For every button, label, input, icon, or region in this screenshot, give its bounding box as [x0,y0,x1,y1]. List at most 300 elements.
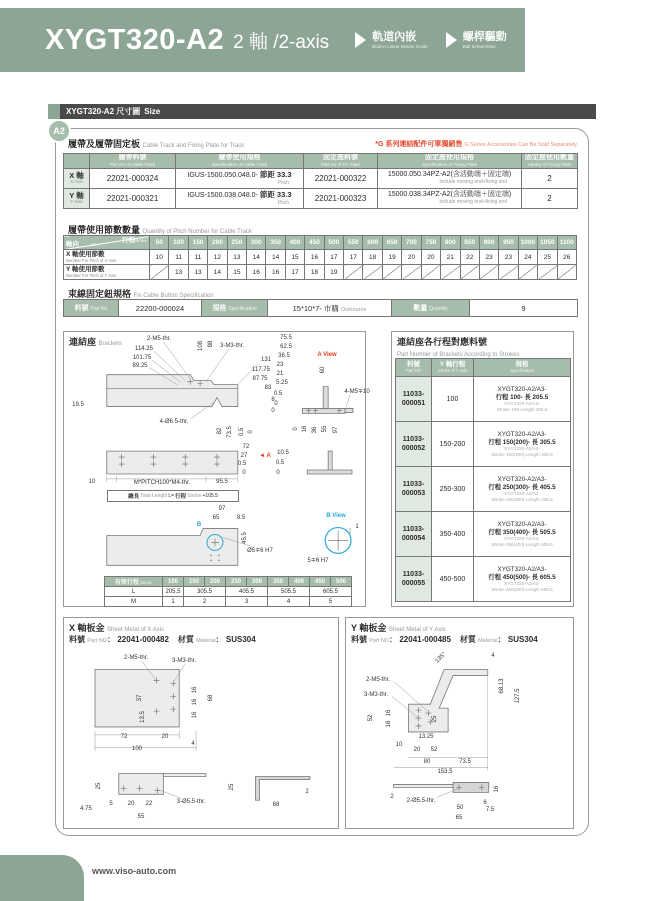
badge-en: Built-in Linear Motion Guide [372,43,428,49]
main-panel [55,128,589,836]
stroke-header-cell: 200 [205,577,226,587]
dim-label: 55 [137,814,145,820]
corner-axis-en: Axis [90,242,99,248]
pitch-stroke-header: 650 [382,236,401,250]
stroke-header-row [105,577,352,587]
stroke-header-cell: 100 [163,577,184,587]
dim-label: 101.75 [132,355,152,361]
parts-part-no [396,512,432,557]
axis-cell: X 軸 X Axis [64,168,90,188]
header-zh: 規格 [515,361,529,369]
dim-label: 16 [192,686,198,694]
pitch-stroke-header: 750 [421,236,440,250]
note-en: G Series Accessories Can Be Sold Separately. [464,142,578,148]
pitch-value-cell: 10 [150,250,169,265]
pitch-value-cell: 17 [344,250,363,265]
header-banner [0,8,525,72]
spec-en1: XYGT320-A2/A3- [504,401,540,407]
axis-cell: Y 軸 Y Axis [64,188,90,208]
dim-label: 0 [276,470,280,476]
pitch-stroke-header: 300 [247,236,266,250]
cable-track-section-title [68,137,244,150]
dim-label: 97 [218,506,226,512]
stroke-table [104,576,352,607]
dim-label: 37 [137,694,143,702]
dim-label: 4 [191,741,195,747]
col-header: 固定座使用規格 Specification of Fixing Plate [378,154,522,169]
dim-label: 20 [127,801,135,807]
dim-label: 36 [312,426,318,434]
dim-label: 20 [413,747,421,753]
dim-label: 10 [395,742,403,748]
pitch-value-cell: 16 [247,265,266,280]
stroke-value-cell: 605.5 [310,587,352,597]
dim-label: 153.5 [437,769,453,775]
dim-label: 20 [161,734,169,740]
parts-part-no [396,377,432,422]
spec-value: 15*10*7- 市購 Outsource [268,300,392,317]
pitch-stroke-header: 500 [324,236,343,250]
row-label-zh: Y 軸使用節數 [66,265,105,273]
pitch-value-cell [382,265,401,280]
pitch-value-cell: 15 [227,265,246,280]
sheet-metal-y-section [345,617,574,829]
title-en: Quantity of Pitch Number for Cable Track [142,229,252,235]
pitch-stroke-header: 200 [208,236,227,250]
row-label-en: Number For Pitch of Y Axis [66,272,117,278]
dim-label: 4-Ø6.5-thr. [159,419,189,425]
dim-label: 8 [271,397,275,403]
title-zh: 履帶及履帶固定板 [68,139,141,149]
dim-label: 5.25 [276,380,288,386]
dim-label: 16 [386,720,392,728]
part-line2: 000054 [401,535,426,542]
pitch-value-cell: 18 [305,265,324,280]
stroke-header-cell: 500 [331,577,352,587]
stroke-value-cell: 405.5 [226,587,268,597]
footer-accent-shape [0,855,84,901]
parts-stroke: 250-300 [432,467,474,512]
pitch-value-cell: 21 [441,250,460,265]
pitch-value-cell [421,265,440,280]
pitch-stroke-header: 550 [344,236,363,250]
dim-label: A View [317,352,337,358]
spec-zh2: 行程 350(400)- 長 505.5 [488,528,556,536]
pitch-row-label [64,265,150,280]
dim-label: 2-Ø5.5-thr. [406,798,436,804]
pitch-value-cell: 14 [247,250,266,265]
spec-en1: XYGT320-A2/A3- [504,536,540,542]
fix-part-no-cell: 22021-000323 [304,188,378,208]
pitch-value-cell: 23 [499,250,518,265]
sheet-x-title: X 軸板金 Sheet Metal of X Axis [69,623,165,633]
spec-zh1: XYGT320-A2/A3- [497,520,547,528]
dim-label: 50 [456,805,464,811]
pitch-row [64,250,577,265]
pitch-stroke-header: 250 [227,236,246,250]
part-no-label-cell: 料號 Part No [64,300,119,317]
dim-label: 3-Ø5.5-thr. [176,799,206,805]
dim-label: 2 [305,789,309,795]
spec-en1: XYGT320-A2/A3- [504,491,540,497]
dim-label: 0 [274,401,278,407]
spec-zh1: XYGT320-A2/A3- [497,430,547,438]
spec-cell: IGUS-1500.038.048.0- 節距 33.3 Pitch [176,188,304,208]
qty-label-cell: 數量 Quantity [392,300,470,317]
stroke-header-en: Stroke [138,580,153,585]
pitch-value-cell [460,265,479,280]
spec-zh2: 行程 250(300)- 長 405.5 [488,483,556,491]
parts-stroke: 450-500 [432,557,474,602]
section-bar-accent [48,104,60,119]
pitch-value-cell: 15 [285,250,304,265]
dim-label: 127.5 [515,688,521,704]
pitch-value-cell [344,265,363,280]
dim-label: 1 [355,524,359,530]
col-header: 履帶使用規格 Specification of Cable Track [176,154,304,169]
part-line1: 11033- [402,570,425,578]
pitch-stroke-header: 400 [285,236,304,250]
dim-label: 89.25 [132,363,148,369]
dim-label: 10 [88,479,96,485]
spec-zh2: 行程 100- 長 205.5 [495,393,549,401]
pitch-stroke-header: 850 [460,236,479,250]
pitch-value-cell: 16 [266,265,285,280]
spec-en2: Stroke 150(200)-Length 305.5 [491,451,553,457]
badge-ball-screw [446,31,507,49]
pitch-stroke-header: 350 [266,236,285,250]
stroke-value-cell: 3 [226,597,268,607]
pitch-value-cell: 22 [460,250,479,265]
dim-label: B View [326,513,346,519]
spec-cell: IGUS-1500.050.048.0- 節距 33.3 Pitch [176,168,304,188]
dim-label: 82 [217,427,223,435]
badge-zh: 螺桿驅動 [462,31,507,44]
dim-label: 0.5 [275,460,285,466]
dim-label: 6 [483,800,487,806]
spec-en2: Stroke 450(500)-Length 605.5 [491,586,553,592]
col-header: 固定座使用數量 Uantity of Fixing Plate [522,154,578,169]
bracket-parts-table [395,358,571,602]
stroke-value-cell: 2 [184,597,226,607]
spec-en2: Stroke 100-Length 205.5 [496,406,548,412]
parts-header-cell [396,359,432,377]
dim-label: 16 [386,709,392,717]
title-zh: 履帶使用節數數量 [68,225,141,235]
part-no-value: 22200-000024 [119,300,202,317]
pitch-value-cell: 13 [169,265,188,280]
table-row [64,168,578,188]
part-no-cell: 22021-000321 [90,188,176,208]
header-en: Stroke of Y axis [437,368,468,374]
pitch-value-cell: 19 [382,250,401,265]
pitch-stroke-header: 1100 [557,236,576,250]
parts-row [396,377,571,422]
dim-label: 10.5 [277,450,289,456]
dim-label: 75.5 [280,335,292,341]
stroke-header-cell: 250 [226,577,247,587]
stroke-value-cell: 305.5 [184,587,226,597]
dim-label: 3-M3-thr. [363,692,389,698]
stroke-row [105,587,352,597]
parts-spec [474,377,571,422]
dim-label: 3-M3-thr. [171,658,197,664]
brackets-section [63,331,370,607]
brackets-title: 連結座 Brackets [69,337,122,347]
dim-label: 13.25 [418,734,434,740]
pitch-value-cell [518,265,537,280]
dim-label: 65 [455,815,463,821]
pitch-header-row [64,236,577,250]
part-line2: 000052 [401,445,426,452]
bracket-dim-labels [64,332,370,606]
feature-badges [355,31,507,49]
pitch-value-cell: 26 [557,250,576,265]
pitch-corner-cell [64,236,150,250]
dim-label: 95.5 [216,479,228,485]
pitch-stroke-header: 150 [188,236,207,250]
parts-row [396,422,571,467]
dim-label: 4-M5∓10 [344,389,370,395]
pitch-stroke-header: 950 [499,236,518,250]
pitch-stroke-header: 1000 [518,236,537,250]
table-row [64,188,578,208]
dim-label: 3-M3-thr. [219,343,245,349]
part-no-cell: 22021-000324 [90,168,176,188]
parts-stroke: 350-400 [432,512,474,557]
part-line1: 11033- [402,435,425,443]
dim-label: 5 [109,801,113,807]
dim-label: 73.5 [459,759,471,765]
part-line2: 000053 [401,490,426,497]
pitch-value-cell [441,265,460,280]
sheet-y-part-line: 料號 Part NO： 22041-000485 材質 Material： SUS304 [351,635,538,644]
sheet-y-dim-labels [346,618,573,828]
parts-spec [474,557,571,602]
dim-label: 52 [430,747,438,753]
sheet-metal-x-section [63,617,339,829]
dim-label: 135° [434,651,448,665]
arrow-right-icon [446,32,457,48]
parts-spec [474,467,571,512]
stroke-header-label: 有效行程 Stroke [105,577,163,587]
pitch-stroke-header: 50 [150,236,169,250]
dim-label: B [196,522,202,528]
pitch-value-cell [150,265,169,280]
stroke-row [105,597,352,607]
pitch-value-cell [557,265,576,280]
pitch-row [64,265,577,280]
pitch-stroke-header: 1050 [538,236,557,250]
header-en: Part NO [405,368,422,374]
header-zh: Y 軸行程 [439,361,466,369]
fix-spec-cell: 15000.038.34PZ-A2(含活動端＋固定端) Include moving end+fixing end [378,188,522,208]
dim-label: 16 [494,785,500,793]
total-length-bar: 總長 Total Length L= 行程 Stroke +105.5 [107,490,239,502]
dim-label: 62.5 [280,344,292,350]
dim-label: 131 [260,357,272,363]
dim-label: 100 [131,746,143,752]
pitch-stroke-header: 800 [441,236,460,250]
title-zh: 束線固定鈕規格 [68,289,132,299]
stroke-header-cell: 350 [268,577,289,587]
pitch-value-cell: 19 [324,265,343,280]
stroke-header-cell: 300 [247,577,268,587]
title-en: Cable Track and Fixing Plate for Track [142,143,245,149]
header-en: Specification [510,368,534,374]
dim-label: 80 [423,759,431,765]
pitch-stroke-header: 900 [479,236,498,250]
dim-label: 0 [248,430,254,434]
dim-label: 7.5 [485,807,495,813]
corner-stroke-en: Stroke [133,238,147,243]
pitch-value-cell: 14 [266,250,285,265]
section-title-en: Size [144,107,161,116]
parts-header-row [396,359,571,377]
dim-label: 19.5 [72,402,84,408]
dim-label: 2-M5-thr. [146,336,172,342]
pitch-value-cell: 18 [363,250,382,265]
spec-label-cell: 規格 Specification [202,300,268,317]
note-zh: *G 系列連結配件可單獨銷售 [375,141,463,148]
dim-label: 27 [240,453,248,459]
dim-label: 22 [145,801,153,807]
pitch-stroke-header: 700 [402,236,421,250]
fix-spec-cell: 15000.050.34PZ-A2(含活動端＋固定端) Include moving end+fixing end [378,168,522,188]
dim-label: 72 [242,444,250,450]
header-zh: 料號 [407,361,420,369]
parts-spec [474,422,571,467]
pitch-value-cell: 11 [188,250,207,265]
dim-label: 2 [390,794,394,800]
dim-label: 25 [96,782,102,790]
product-model: XYGT320-A2 [45,23,225,56]
dim-label: 0.5 [237,461,247,467]
spec-en2: Stroke 250(300)-Length 405.5 [491,496,553,502]
dim-label: 2-M5-thr. [123,655,149,661]
pitch-value-cell: 13 [227,250,246,265]
sheet-x-part-line: 料號 Part NO： 22041-000482 材質 Material： SUS304 [69,635,256,644]
badge-linear-guide [355,31,428,49]
stroke-header-cell: 400 [289,577,310,587]
sheet-x-dim-labels [64,618,338,828]
stroke-value-cell: 505.5 [268,587,310,597]
parts-spec [474,512,571,557]
pitch-stroke-header: 100 [169,236,188,250]
dim-label: 108 [198,340,204,352]
dim-label: 60 [320,366,326,374]
qty-value: 9 [470,300,578,317]
spec-zh1: XYGT320-A2/A3- [497,475,547,483]
dim-label: 68 [272,802,280,808]
stroke-value-cell: 5 [310,597,352,607]
pitch-value-cell: 16 [305,250,324,265]
badge-en: Ball Screw Drive [462,43,496,49]
dim-label: 25 [432,715,438,723]
col-header: 固定座料號 Part No of Fix Plate [304,154,378,169]
badge-zh: 軌道內嵌 [372,31,417,44]
stroke-value-cell: 1 [163,597,184,607]
dim-label: M*PITCH100*M4-thr. [133,480,191,486]
pitch-value-cell [499,265,518,280]
parts-header-cell [432,359,474,377]
part-line2: 000055 [401,580,426,587]
pitch-value-cell: 24 [518,250,537,265]
footer-url: www.viso-auto.com [92,866,177,876]
dim-label: 97 [333,426,339,434]
dim-label: 45.5 [242,532,248,544]
spec-zh1: XYGT320-A2/A3- [497,385,547,393]
dim-label: 0.5 [239,427,245,437]
spec-zh1: XYGT320-A2/A3- [497,565,547,573]
pitch-value-cell: 17 [324,250,343,265]
dim-label: ◄ A [259,453,271,459]
bracket-parts-section [391,331,574,607]
stroke-header-cell: 450 [310,577,331,587]
stroke-row-label: M [105,597,163,607]
dim-label: 23 [276,362,284,368]
sheet-y-title: Y 軸板金 Sheet Metal of Y Axis [351,623,446,633]
section-bar-title [60,104,596,119]
stroke-row-label: L [105,587,163,597]
dim-label: 0 [242,470,246,476]
dim-label: 36.5 [278,353,290,359]
section-title-zh: XYGT320-A2 尺寸圖 [66,107,141,116]
spec-en2: Stroke 350(400)-Length 505.5 [491,541,553,547]
dim-label: 13.5 [140,711,146,723]
pitch-value-cell: 23 [479,250,498,265]
dim-label: 0 [271,408,275,414]
dim-label: 8.5 [236,515,246,521]
pitch-value-cell: 17 [285,265,304,280]
product-axis-suffix: 2 軸 /2-axis [233,31,330,53]
dim-label: 4 [491,653,495,659]
dim-label: 16 [192,711,198,719]
pitch-row-label [64,250,150,265]
dim-label: 5∓6 H7 [307,558,329,564]
pitch-value-cell [538,265,557,280]
parts-row [396,557,571,602]
dim-label: 72 [120,734,128,740]
col-header: 履帶料號 Part No of Cable Track [90,154,176,169]
stroke-value-cell: 205.5 [163,587,184,597]
pitch-value-cell: 14 [208,265,227,280]
pitch-stroke-header: 600 [363,236,382,250]
corner-axis-zh: 軸向 [66,240,79,248]
pitch-value-cell: 13 [188,265,207,280]
g-series-note [375,139,578,149]
qty-cell: 2 [522,168,578,188]
pitch-value-cell [363,265,382,280]
dim-label: 16 [302,425,308,433]
spec-zh2: 行程 150(200)- 長 305.5 [488,438,556,446]
dim-label: 65 [212,515,220,521]
dim-label: 117.75 [252,367,270,373]
cable-button-table [63,299,578,317]
pitch-value-cell: 25 [538,250,557,265]
pitch-table [63,235,577,280]
parts-part-no [396,467,432,512]
dim-label: Ø5∓6 H7 [247,548,273,554]
dim-label: 2-M5-thr. [365,677,391,683]
dim-label: 68 [208,694,214,702]
dim-label: 55 [322,425,328,433]
parts-part-no [396,557,432,602]
row-label-en: Number For Pitch of X Axis [66,257,117,263]
dim-label: 88 [208,340,214,348]
dim-label: 52 [368,714,374,722]
dim-label: 83 [264,385,272,391]
